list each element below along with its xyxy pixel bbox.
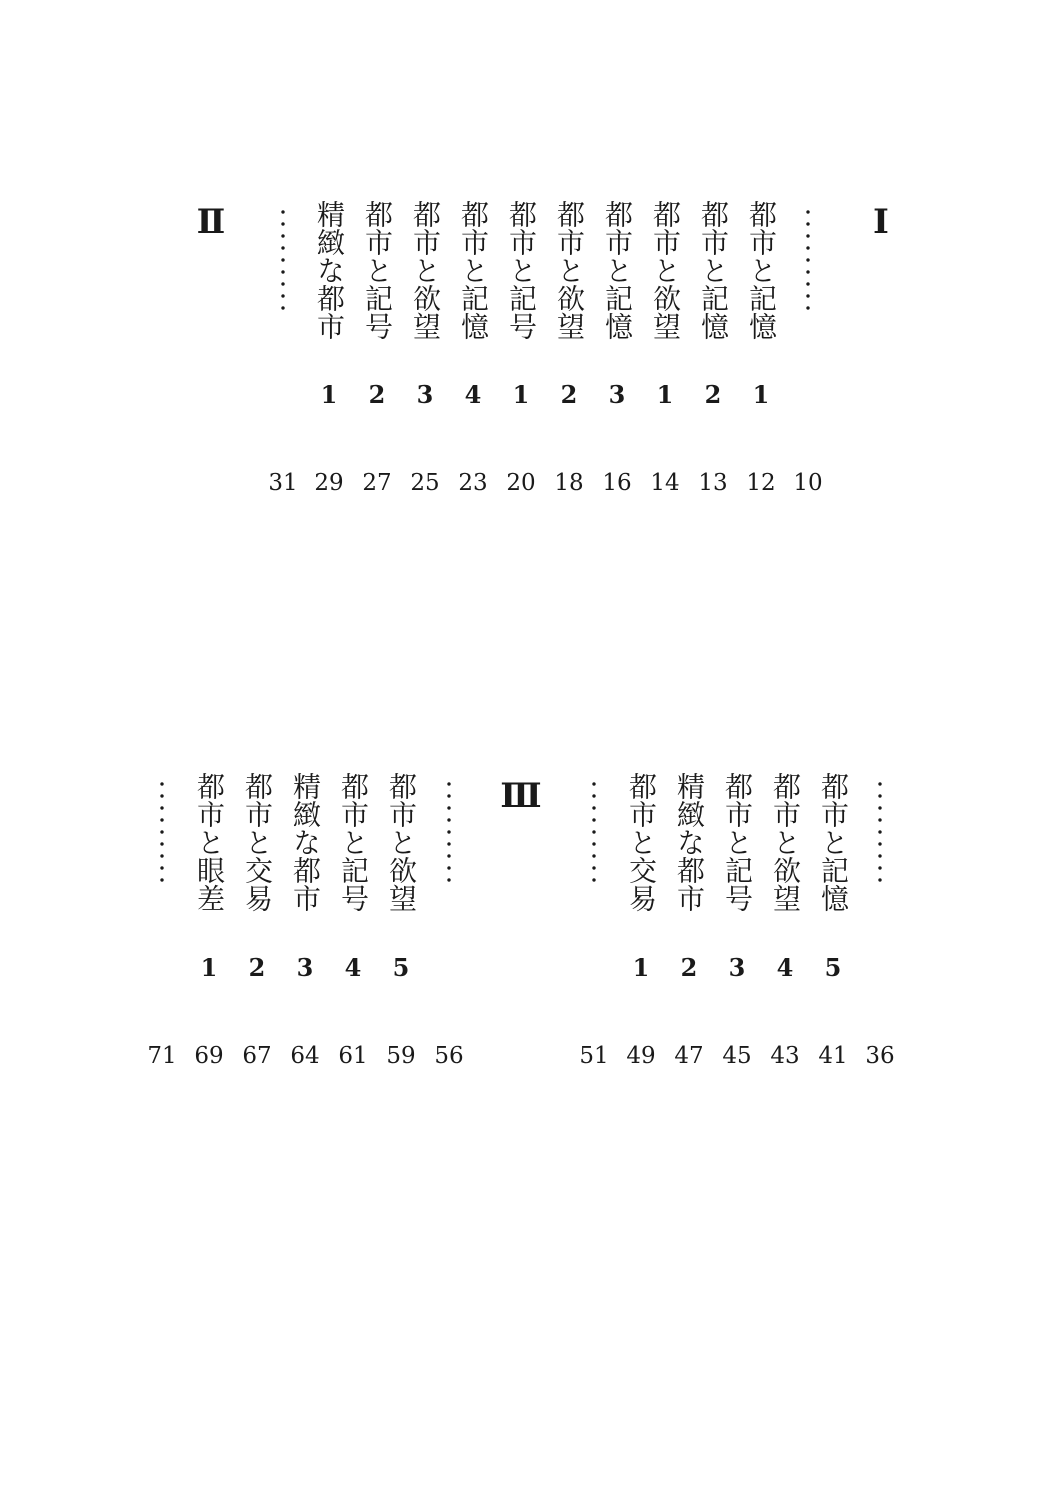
page-number: 56 <box>434 1043 464 1069</box>
entry-title: 都市と交易 <box>625 772 658 912</box>
entry-number: 4 <box>464 380 482 409</box>
page-number: 61 <box>338 1043 368 1069</box>
page-number: 12 <box>746 470 776 496</box>
page-number: 43 <box>770 1043 800 1069</box>
leader-dots <box>160 778 164 890</box>
page-number: 36 <box>865 1043 895 1069</box>
page-number: 18 <box>554 470 584 496</box>
entry-number: 3 <box>728 953 746 982</box>
entry-number: 5 <box>824 953 842 982</box>
entry-number: 3 <box>416 380 434 409</box>
entry-title: 都市と交易 <box>241 772 274 912</box>
entry-number: 3 <box>608 380 626 409</box>
entry-number: 1 <box>632 953 650 982</box>
entry-title: 都市と記憶 <box>697 200 730 340</box>
entry-number: 1 <box>320 380 338 409</box>
entry-title: 都市と欲望 <box>649 200 682 340</box>
section-label-3: Ⅲ <box>500 776 540 816</box>
page-number: 27 <box>362 470 392 496</box>
page-number: 16 <box>602 470 632 496</box>
page-number: 20 <box>506 470 536 496</box>
page-number: 59 <box>386 1043 416 1069</box>
entry-title: 都市と記号 <box>337 772 370 912</box>
entry-title: 都市と欲望 <box>409 200 442 340</box>
entry-title: 精緻な都市 <box>673 772 706 912</box>
entry-title: 都市と眼差 <box>193 772 226 912</box>
entry-title: 都市と記憶 <box>745 200 778 340</box>
page-number: 49 <box>626 1043 656 1069</box>
entry-title: 精緻な都市 <box>289 772 322 912</box>
page-number: 71 <box>147 1043 177 1069</box>
entry-title: 都市と欲望 <box>553 200 586 340</box>
page-number: 41 <box>818 1043 848 1069</box>
entry-number: 2 <box>560 380 578 409</box>
page-number: 45 <box>722 1043 752 1069</box>
entry-number: 5 <box>392 953 410 982</box>
page-number: 14 <box>650 470 680 496</box>
section-label-2: Ⅱ <box>196 202 224 242</box>
leader-dots <box>447 778 451 890</box>
entry-number: 2 <box>704 380 722 409</box>
leader-dots <box>592 778 596 890</box>
page-number: 13 <box>698 470 728 496</box>
page-number: 29 <box>314 470 344 496</box>
page-number: 23 <box>458 470 488 496</box>
entry-title: 精緻な都市 <box>313 200 346 340</box>
page-number: 47 <box>674 1043 704 1069</box>
entry-title: 都市と記号 <box>361 200 394 340</box>
entry-number: 1 <box>512 380 530 409</box>
entry-number: 2 <box>368 380 386 409</box>
entry-title: 都市と記憶 <box>457 200 490 340</box>
entry-title: 都市と記憶 <box>601 200 634 340</box>
page-number: 51 <box>579 1043 609 1069</box>
entry-number: 4 <box>776 953 794 982</box>
entry-number: 1 <box>752 380 770 409</box>
page-number: 67 <box>242 1043 272 1069</box>
entry-title: 都市と欲望 <box>385 772 418 912</box>
entry-number: 2 <box>248 953 266 982</box>
entry-number: 3 <box>296 953 314 982</box>
page-number: 31 <box>268 470 298 496</box>
entry-number: 2 <box>680 953 698 982</box>
leader-dots <box>806 206 810 318</box>
entry-title: 都市と記号 <box>505 200 538 340</box>
page-number: 69 <box>194 1043 224 1069</box>
entry-number: 1 <box>656 380 674 409</box>
leader-dots <box>281 206 285 318</box>
page-number: 25 <box>410 470 440 496</box>
entry-number: 4 <box>344 953 362 982</box>
entry-title: 都市と記憶 <box>817 772 850 912</box>
leader-dots <box>878 778 882 890</box>
entry-title: 都市と欲望 <box>769 772 802 912</box>
section-label-1: Ⅰ <box>873 202 887 242</box>
page-number: 10 <box>793 470 823 496</box>
page-number: 64 <box>290 1043 320 1069</box>
entry-number: 1 <box>200 953 218 982</box>
entry-title: 都市と記号 <box>721 772 754 912</box>
